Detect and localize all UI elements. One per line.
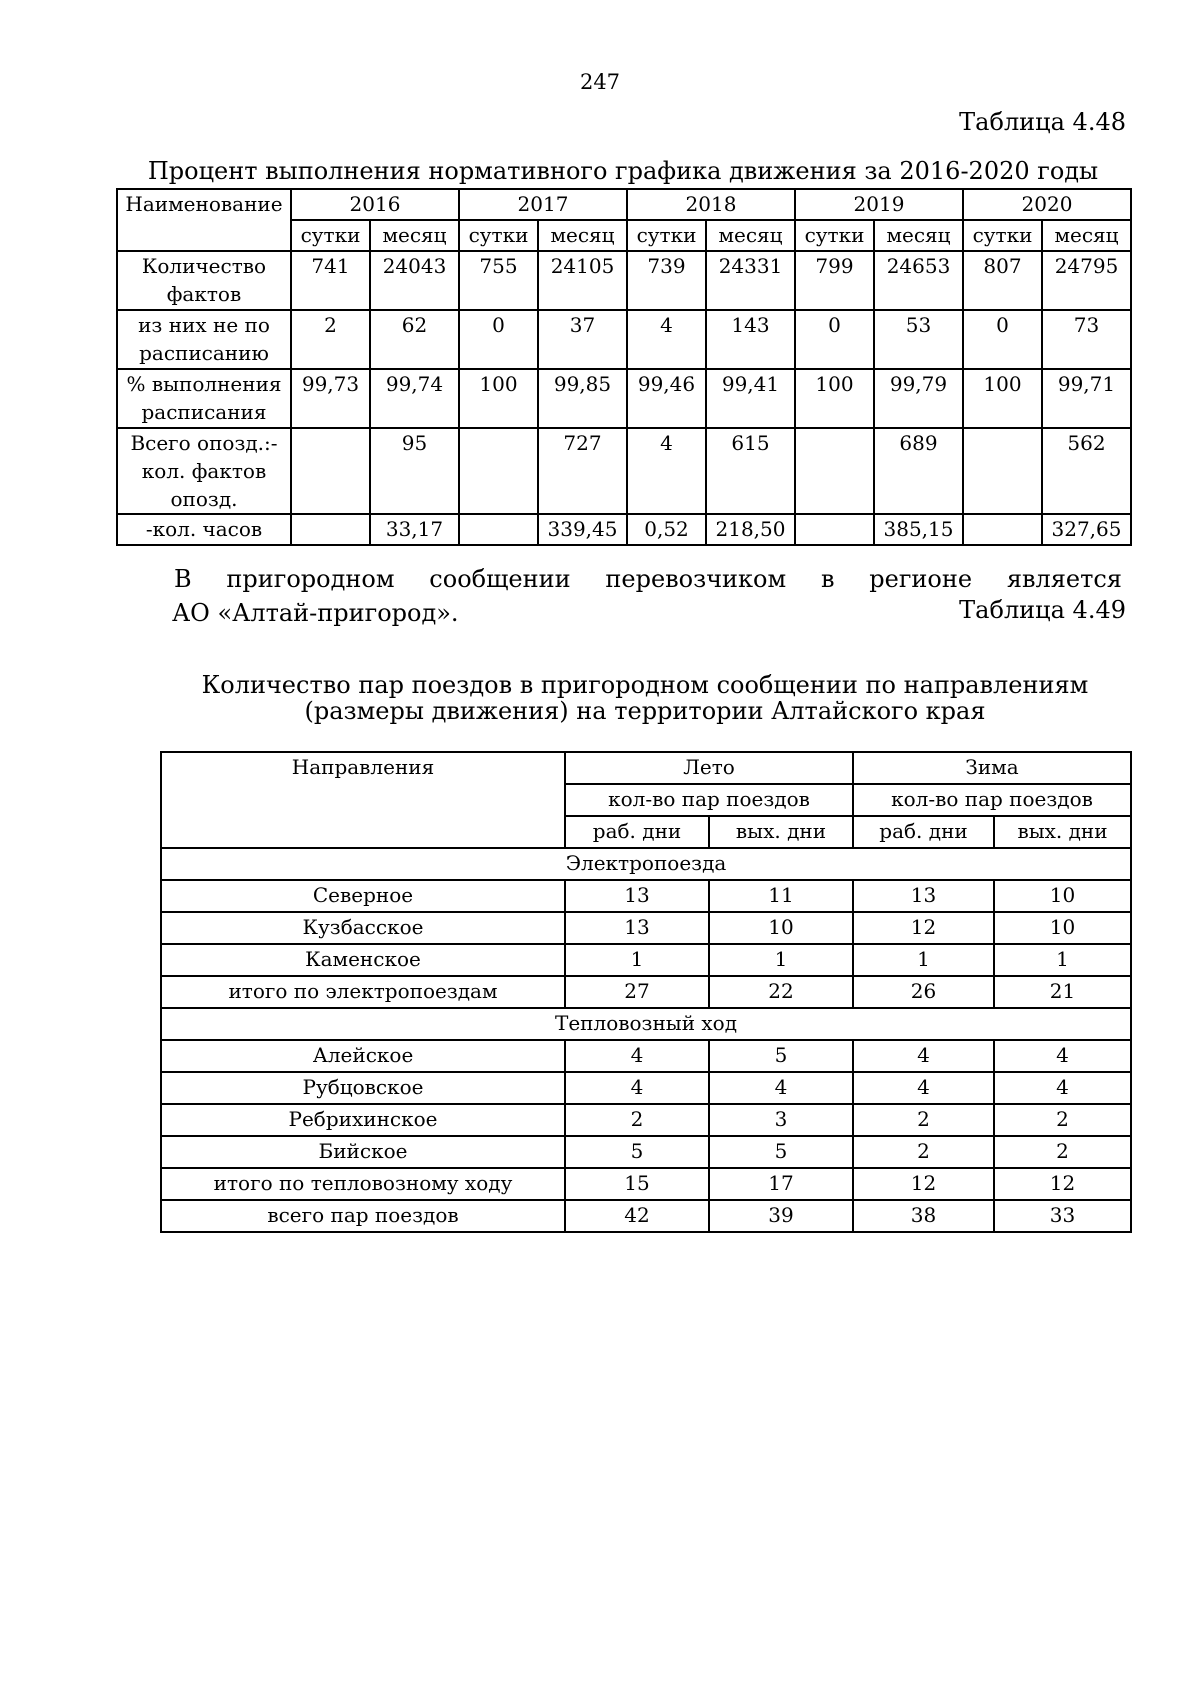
table1-row-label: Количество фактов bbox=[117, 251, 291, 310]
table1-cell: 100 bbox=[795, 369, 874, 428]
table2-cell: 2 bbox=[853, 1136, 994, 1168]
table1-sub-header-month: месяц bbox=[1042, 220, 1131, 251]
table2-direction-name: Каменское bbox=[161, 944, 565, 976]
table2-cell: 4 bbox=[565, 1040, 709, 1072]
table2-cell: 13 bbox=[565, 880, 709, 912]
table2-cell: 1 bbox=[853, 944, 994, 976]
page-number: 247 bbox=[579, 70, 621, 94]
table2-directions-header: Направления bbox=[161, 752, 565, 848]
table1-cell: 37 bbox=[538, 310, 627, 369]
table2-cell: 11 bbox=[709, 880, 853, 912]
table1-label: Таблица 4.48 bbox=[959, 108, 1126, 136]
table1-row-label: % выполнения расписания bbox=[117, 369, 291, 428]
table1-cell: 4 bbox=[627, 428, 706, 514]
table1-cell: 327,65 bbox=[1042, 514, 1131, 545]
table1-body bbox=[117, 189, 1131, 545]
table1-cell: 385,15 bbox=[874, 514, 963, 545]
table2-cell: 2 bbox=[565, 1104, 709, 1136]
table1-sub-header-month: месяц bbox=[538, 220, 627, 251]
table2-cell: 15 bbox=[565, 1168, 709, 1200]
table1-cell bbox=[963, 514, 1042, 545]
table2-weekends-header: вых. дни bbox=[994, 816, 1131, 848]
table-row bbox=[161, 1200, 1131, 1232]
table2-body bbox=[161, 752, 1131, 1232]
table2-direction-name: Ребрихинское bbox=[161, 1104, 565, 1136]
table1-year-header: 2020 bbox=[963, 189, 1131, 220]
table2-pairs-header: кол-во пар поездов bbox=[853, 784, 1131, 816]
table2-cell: 21 bbox=[994, 976, 1131, 1008]
table1-cell: 95 bbox=[370, 428, 459, 514]
table1-cell: 2 bbox=[291, 310, 370, 369]
table1-cell: 4 bbox=[627, 310, 706, 369]
table1-cell: 99,85 bbox=[538, 369, 627, 428]
table1-cell: 99,79 bbox=[874, 369, 963, 428]
table1-cell bbox=[291, 428, 370, 514]
table2-cell: 4 bbox=[565, 1072, 709, 1104]
table1-cell: 99,73 bbox=[291, 369, 370, 428]
table2-direction-name: Бийское bbox=[161, 1136, 565, 1168]
table2-direction-name: всего пар поездов bbox=[161, 1200, 565, 1232]
table2-cell: 13 bbox=[565, 912, 709, 944]
table2-cell: 39 bbox=[709, 1200, 853, 1232]
table2-cell: 2 bbox=[853, 1104, 994, 1136]
table2-direction-name: Алейское bbox=[161, 1040, 565, 1072]
table2-workdays-header: раб. дни bbox=[853, 816, 994, 848]
table2-cell: 1 bbox=[994, 944, 1131, 976]
table1-cell: 100 bbox=[963, 369, 1042, 428]
table1-cell bbox=[459, 428, 538, 514]
table1-cell: 33,17 bbox=[370, 514, 459, 545]
table1-cell: 24043 bbox=[370, 251, 459, 310]
table-row bbox=[161, 1072, 1131, 1104]
table2-direction-name: Кузбасское bbox=[161, 912, 565, 944]
table1-sub-header-day: сутки bbox=[795, 220, 874, 251]
table1-row-label: из них не по расписанию bbox=[117, 310, 291, 369]
table1-cell: 562 bbox=[1042, 428, 1131, 514]
table2-pairs-header: кол-во пар поездов bbox=[565, 784, 853, 816]
table1-cell: 99,41 bbox=[706, 369, 795, 428]
table1-cell: 807 bbox=[963, 251, 1042, 310]
table1-cell: 24795 bbox=[1042, 251, 1131, 310]
table1-cell: 0 bbox=[963, 310, 1042, 369]
table1-cell: 689 bbox=[874, 428, 963, 514]
table2-cell: 1 bbox=[709, 944, 853, 976]
table2-cell: 4 bbox=[853, 1040, 994, 1072]
table1-sub-header-day: сутки bbox=[291, 220, 370, 251]
table2-cell: 27 bbox=[565, 976, 709, 1008]
table1-sub-header-day: сутки bbox=[459, 220, 538, 251]
table-row bbox=[117, 369, 1131, 428]
table1-year-header-row bbox=[117, 189, 1131, 220]
table-row bbox=[117, 428, 1131, 514]
table2-cell: 33 bbox=[994, 1200, 1131, 1232]
table2-section-row bbox=[161, 848, 1131, 880]
table2-direction-name: итого по электропоездам bbox=[161, 976, 565, 1008]
table-row bbox=[161, 1040, 1131, 1072]
table1-cell bbox=[291, 514, 370, 545]
table1-cell bbox=[459, 514, 538, 545]
table2-cell: 4 bbox=[853, 1072, 994, 1104]
table1-cell: 53 bbox=[874, 310, 963, 369]
paragraph-word: В bbox=[174, 565, 192, 593]
table-row bbox=[117, 310, 1131, 369]
table2-section-row bbox=[161, 1008, 1131, 1040]
table1-cell bbox=[795, 514, 874, 545]
table1-row-label: Всего опозд.:- кол. фактов опозд. bbox=[117, 428, 291, 514]
table2-direction-name: Рубцовское bbox=[161, 1072, 565, 1104]
table2-direction-name: Северное bbox=[161, 880, 565, 912]
table1-cell: 99,46 bbox=[627, 369, 706, 428]
table1-year-header: 2018 bbox=[627, 189, 795, 220]
table1-cell bbox=[795, 428, 874, 514]
table1-title: Процент выполнения нормативного графика движения за 2016-2020 годы bbox=[147, 157, 1099, 185]
table2-cell: 22 bbox=[709, 976, 853, 1008]
train-pairs-table bbox=[160, 751, 1132, 1233]
table1-cell: 62 bbox=[370, 310, 459, 369]
table1-name-header: Наименование bbox=[117, 189, 291, 251]
table1-cell: 741 bbox=[291, 251, 370, 310]
table1-cell bbox=[963, 428, 1042, 514]
table1-cell: 218,50 bbox=[706, 514, 795, 545]
table-row bbox=[161, 976, 1131, 1008]
table2-cell: 2 bbox=[994, 1104, 1131, 1136]
table1-cell: 739 bbox=[627, 251, 706, 310]
table2-label: Таблица 4.49 bbox=[959, 596, 1126, 624]
table2-cell: 26 bbox=[853, 976, 994, 1008]
table1-cell: 24105 bbox=[538, 251, 627, 310]
table1-cell: 143 bbox=[706, 310, 795, 369]
table-row bbox=[161, 880, 1131, 912]
table2-title-line-1: Количество пар поездов в пригородном сообщении по направлениям bbox=[201, 671, 1089, 699]
table1-row-label: -кол. часов bbox=[117, 514, 291, 545]
table2-cell: 5 bbox=[565, 1136, 709, 1168]
table2-cell: 5 bbox=[709, 1040, 853, 1072]
table2-cell: 17 bbox=[709, 1168, 853, 1200]
table-row bbox=[161, 1136, 1131, 1168]
table-row bbox=[117, 514, 1131, 545]
table-row bbox=[161, 1104, 1131, 1136]
table1-cell: 799 bbox=[795, 251, 874, 310]
table1-cell: 339,45 bbox=[538, 514, 627, 545]
table-row bbox=[161, 944, 1131, 976]
table1-cell: 755 bbox=[459, 251, 538, 310]
table1-year-header: 2016 bbox=[291, 189, 459, 220]
paragraph-line-2: АО «Алтай-пригород». bbox=[172, 599, 459, 627]
table2-cell: 3 bbox=[709, 1104, 853, 1136]
table2-cell: 1 bbox=[565, 944, 709, 976]
paragraph bbox=[174, 562, 1122, 630]
table2-cell: 13 bbox=[853, 880, 994, 912]
table1-cell: 727 bbox=[538, 428, 627, 514]
table2-cell: 10 bbox=[994, 880, 1131, 912]
table2-summer-header: Лето bbox=[565, 752, 853, 784]
table2-cell: 5 bbox=[709, 1136, 853, 1168]
table1-cell: 0,52 bbox=[627, 514, 706, 545]
paragraph-line-1 bbox=[174, 562, 1122, 596]
table2-cell: 12 bbox=[994, 1168, 1131, 1200]
table1-year-header: 2017 bbox=[459, 189, 627, 220]
table1-cell: 99,74 bbox=[370, 369, 459, 428]
table1-cell: 73 bbox=[1042, 310, 1131, 369]
schedule-performance-table bbox=[116, 188, 1132, 546]
table1-cell: 99,71 bbox=[1042, 369, 1131, 428]
table1-cell: 24331 bbox=[706, 251, 795, 310]
paragraph-word: в bbox=[820, 565, 835, 593]
table2-cell: 4 bbox=[994, 1040, 1131, 1072]
table2-cell: 10 bbox=[709, 912, 853, 944]
table2-header-row-1 bbox=[161, 752, 1131, 784]
table2-section-header: Электропоезда bbox=[161, 848, 1131, 880]
table2-title bbox=[160, 672, 1130, 724]
table1-sub-header-month: месяц bbox=[706, 220, 795, 251]
paragraph-word: регионе bbox=[869, 565, 973, 593]
table2-weekends-header: вых. дни bbox=[709, 816, 853, 848]
table2-cell: 4 bbox=[994, 1072, 1131, 1104]
table2-winter-header: Зима bbox=[853, 752, 1131, 784]
table2-cell: 12 bbox=[853, 1168, 994, 1200]
table-row bbox=[117, 251, 1131, 310]
table2-direction-name: итого по тепловозному ходу bbox=[161, 1168, 565, 1200]
table2-cell: 38 bbox=[853, 1200, 994, 1232]
table-row bbox=[161, 912, 1131, 944]
table2-cell: 4 bbox=[709, 1072, 853, 1104]
table2-cell: 12 bbox=[853, 912, 994, 944]
table2-cell: 42 bbox=[565, 1200, 709, 1232]
paragraph-word: сообщении bbox=[429, 565, 571, 593]
table2-section-header: Тепловозный ход bbox=[161, 1008, 1131, 1040]
paragraph-word: перевозчиком bbox=[605, 565, 787, 593]
table-row bbox=[161, 1168, 1131, 1200]
table1-sub-header-day: сутки bbox=[627, 220, 706, 251]
table1-sub-header-month: месяц bbox=[874, 220, 963, 251]
paragraph-word: является bbox=[1006, 565, 1122, 593]
table1-sub-header-month: месяц bbox=[370, 220, 459, 251]
table2-cell: 10 bbox=[994, 912, 1131, 944]
table1-cell: 24653 bbox=[874, 251, 963, 310]
table1-cell: 0 bbox=[459, 310, 538, 369]
table1-year-header: 2019 bbox=[795, 189, 963, 220]
table1-cell: 0 bbox=[795, 310, 874, 369]
table1-cell: 615 bbox=[706, 428, 795, 514]
table1-sub-header-day: сутки bbox=[963, 220, 1042, 251]
table1-cell: 100 bbox=[459, 369, 538, 428]
table2-title-line-2: (размеры движения) на территории Алтайского края bbox=[304, 697, 986, 725]
table2-cell: 2 bbox=[994, 1136, 1131, 1168]
table2-workdays-header: раб. дни bbox=[565, 816, 709, 848]
paragraph-word: пригородном bbox=[226, 565, 395, 593]
